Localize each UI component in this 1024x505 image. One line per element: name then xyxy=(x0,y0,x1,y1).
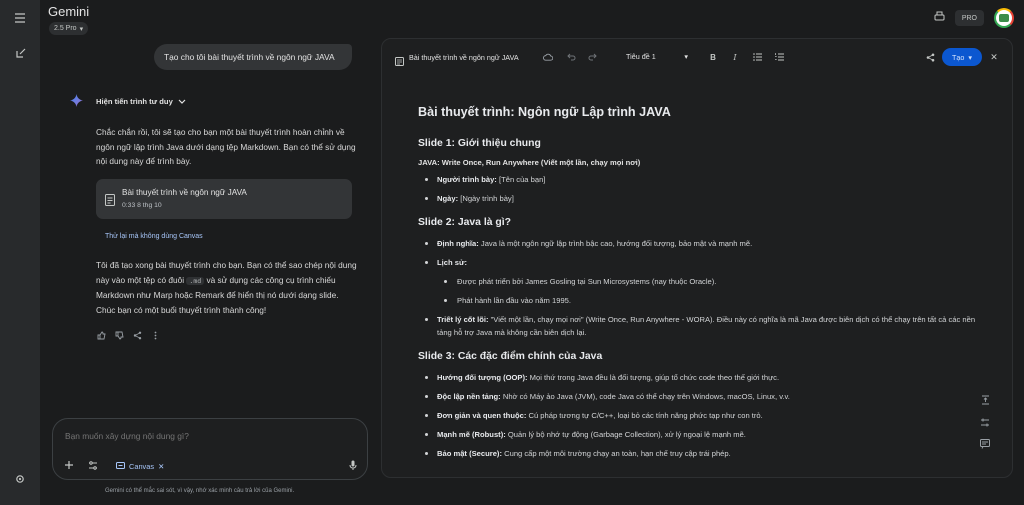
prompt-input-box xyxy=(52,418,368,480)
document-icon xyxy=(105,193,115,205)
list-item: Mạnh mẽ (Robust): Quản lý bộ nhớ tự động (Garbage Collection), xử lý ngoại lệ mạnh mẽ. xyxy=(418,428,978,441)
adjust-settings-icon[interactable] xyxy=(980,417,990,427)
list-item: Được phát triển bởi James Gosling tại Sun Microsystems (nay thuộc Oracle). xyxy=(418,275,978,288)
slide-3-section xyxy=(418,351,978,460)
heading-style-select[interactable] xyxy=(626,52,688,61)
file-extension-code: .md xyxy=(186,277,204,285)
more-options-icon[interactable] xyxy=(151,331,160,340)
model-selector[interactable] xyxy=(49,22,88,35)
settings-gear-icon[interactable] xyxy=(12,471,28,487)
thumbs-down-icon[interactable] xyxy=(115,331,124,340)
heading-style-label: Tiêu đề 1 xyxy=(626,52,656,61)
close-panel-icon[interactable]: ✕ xyxy=(990,51,998,62)
list-item: Hướng đối tượng (OOP): Mọi thứ trong Java đều là đối tượng, giúp tổ chức code theo thế giới thực. xyxy=(418,371,978,384)
response-outro xyxy=(96,258,358,317)
thumbs-up-icon[interactable] xyxy=(97,331,106,340)
slide-1-subtitle: JAVA: Write Once, Run Anywhere (Viết một lần, chạy mọi nơi) xyxy=(418,158,641,167)
slide-2-heading: Slide 2: Java là gì? xyxy=(418,217,511,228)
document-title: Bài thuyết trình: Ngôn ngữ Lập trình JAVA xyxy=(418,105,671,119)
response-outro-part2: và sử dụng các công cụ trình chiếu Markdown như Marp hoặc Remark để hiển thị nó dưới dạng slide. Chúc bạn có một buổi thuyết trình thành công! xyxy=(96,274,339,315)
model-label: 2.5 Pro xyxy=(54,25,77,32)
new-chat-icon[interactable] xyxy=(12,45,28,61)
list-item: Triết lý cốt lõi: "Viết một lần, chạy mọi nơi" (Write Once, Run Anywhere - WORA). Điều này có nghĩa là mã Java được biên dịch có thể chạy trên tất cả các nền tảng hỗ trợ Java mà không cần biên dịch lại. xyxy=(418,313,978,339)
list-item: Ngày: [Ngày trình bày] xyxy=(418,192,978,205)
response-intro: Chắc chắn rồi, tôi sẽ tạo cho bạn một bài thuyết trình hoàn chỉnh về ngôn ngữ lập trình Java dưới dạng tệp Markdown. Bạn có thể sử dụng nội dung này để trình bày. xyxy=(96,127,356,166)
suggest-edits-icon[interactable] xyxy=(980,439,990,449)
show-thinking-toggle[interactable] xyxy=(96,97,186,106)
list-item: Lịch sử: xyxy=(418,256,978,269)
slide-1-section xyxy=(418,138,978,205)
response-outro-part1: Tôi đã tạo xong bài thuyết trình cho bạn. Bạn có thể sao chép nội dung này vào một tệp có đuôi xyxy=(96,260,357,285)
canvas-document-card[interactable] xyxy=(96,179,352,219)
list-item: Độc lập nền tảng: Nhờ có Máy ảo Java (JVM), code Java có thể chạy trên Windows, macOS, Linux, v.v. xyxy=(418,390,978,403)
app-title[interactable]: Gemini xyxy=(48,4,90,19)
canvas-icon xyxy=(116,461,125,472)
create-button[interactable] xyxy=(942,48,982,66)
disclaimer: Gemini có thể mắc sai sót, vì vậy, nhớ xác minh câu trả lời của Gemini. xyxy=(105,488,295,494)
list-item: Đơn giản và quen thuộc: Cú pháp tương tự C/C++, loại bỏ các tính năng phức tạp như con trỏ. xyxy=(418,409,978,422)
create-button-label: Tạo xyxy=(952,52,965,62)
retry-without-canvas-link[interactable]: Thử lại mà không dùng Canvas xyxy=(105,233,203,240)
tools-icon[interactable] xyxy=(88,457,98,475)
header-actions xyxy=(934,8,1014,28)
list-item: Bảo mật (Secure): Cung cấp một môi trường chạy an toàn, hạn chế truy cập trái phép. xyxy=(418,447,978,460)
response-actions xyxy=(97,331,160,340)
document-icon xyxy=(395,53,404,71)
pro-badge[interactable]: PRO xyxy=(955,10,984,26)
menu-icon[interactable] xyxy=(12,10,28,26)
text-length-icon[interactable] xyxy=(980,395,990,405)
share-icon[interactable] xyxy=(925,52,935,62)
input-tools xyxy=(64,457,168,475)
share-conversation-icon[interactable] xyxy=(934,9,945,27)
list-item: Định nghĩa: Java là một ngôn ngữ lập trình bậc cao, hướng đối tượng, bảo mật và mạnh mẽ. xyxy=(418,237,978,250)
left-rail xyxy=(0,0,40,505)
redo-icon[interactable] xyxy=(587,52,597,62)
list-item: Phát hành lần đầu vào năm 1995. xyxy=(418,294,978,307)
prompt-input[interactable] xyxy=(65,431,345,441)
share-icon[interactable] xyxy=(133,331,142,340)
chevron-down-icon: ▾ xyxy=(79,25,84,33)
numbered-list-icon[interactable] xyxy=(774,52,784,62)
bulleted-list-icon[interactable] xyxy=(752,52,762,62)
add-icon[interactable] xyxy=(64,457,74,475)
bold-icon[interactable]: B xyxy=(710,52,716,62)
document-card-title: Bài thuyết trình về ngôn ngữ JAVA xyxy=(122,188,247,197)
canvas-chip-label: Canvas xyxy=(129,461,155,471)
canvas-chip[interactable] xyxy=(112,458,168,474)
canvas-side-tools xyxy=(980,395,990,449)
gemini-spark-icon xyxy=(70,94,83,107)
close-icon[interactable]: ✕ xyxy=(158,461,165,471)
slide-3-heading: Slide 3: Các đặc điểm chính của Java xyxy=(418,351,603,362)
undo-icon[interactable] xyxy=(566,52,576,62)
chevron-down-icon: ▾ xyxy=(968,52,972,62)
italic-icon[interactable]: I xyxy=(733,52,737,62)
user-message: Tạo cho tôi bài thuyết trình về ngôn ngữ JAVA xyxy=(154,44,352,70)
microphone-icon[interactable] xyxy=(349,458,357,476)
canvas-toolbar xyxy=(382,39,1013,75)
list-item: Người trình bày: [Tên của bạn] xyxy=(418,173,978,186)
document-card-date: 0:33 8 thg 10 xyxy=(122,202,162,209)
avatar[interactable] xyxy=(994,8,1014,28)
canvas-document[interactable] xyxy=(418,105,978,472)
thinking-label: Hiện tiến trình tư duy xyxy=(96,97,173,106)
canvas-doc-title: Bài thuyết trình về ngôn ngữ JAVA xyxy=(409,53,519,62)
slide-2-section xyxy=(418,217,978,339)
cloud-saved-icon xyxy=(543,52,553,62)
dropdown-arrow-icon: ▾ xyxy=(684,52,688,61)
slide-1-heading: Slide 1: Giới thiệu chung xyxy=(418,138,541,149)
chevron-down-icon xyxy=(178,97,186,106)
canvas-panel xyxy=(381,38,1013,478)
